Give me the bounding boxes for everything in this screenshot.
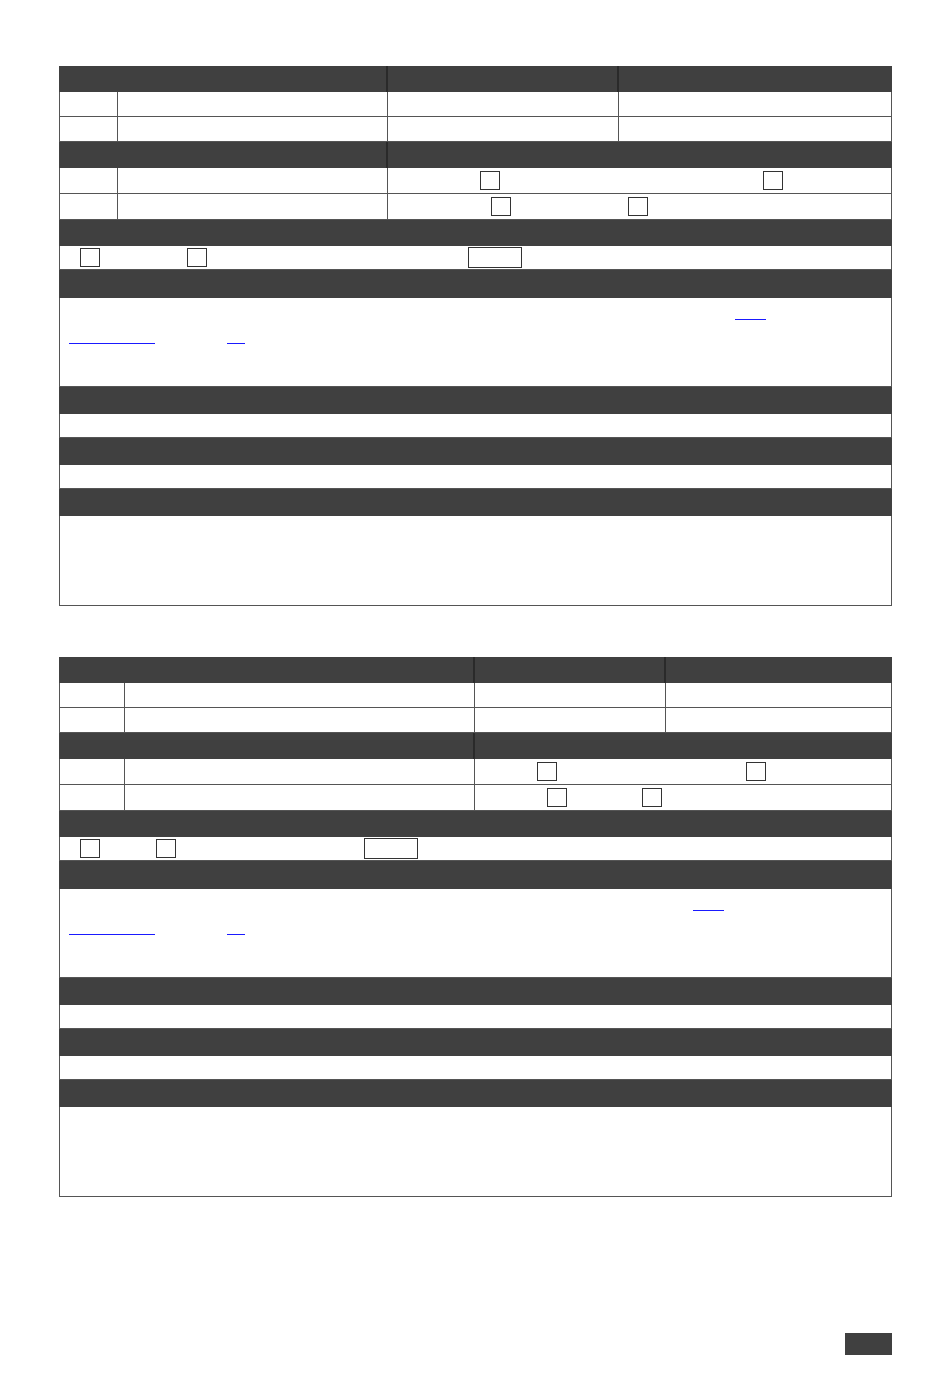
final-text-area [59, 516, 892, 606]
section-header-left [59, 148, 65, 162]
checkbox[interactable] [763, 171, 783, 190]
section-header [59, 733, 892, 759]
section-header-label [59, 495, 65, 509]
checkbox[interactable] [80, 248, 100, 267]
section-header [59, 270, 892, 298]
notes-area [59, 889, 892, 978]
section-header-label [59, 867, 65, 881]
section-header-label [59, 276, 65, 290]
table-row [59, 759, 892, 785]
section-header [59, 387, 892, 414]
checkbox[interactable] [547, 788, 567, 807]
page-number-badge [845, 1333, 892, 1355]
table-row [59, 683, 892, 708]
checkbox[interactable] [628, 197, 648, 216]
hyperlink[interactable] [227, 343, 245, 344]
options-row [59, 837, 892, 861]
checkbox[interactable] [746, 762, 766, 781]
field-box[interactable] [364, 838, 418, 859]
section-header [59, 811, 892, 837]
field-row [59, 1005, 892, 1029]
field-row [59, 465, 892, 489]
options-row [59, 246, 892, 270]
section-header-label [59, 984, 65, 998]
section-header [59, 489, 892, 516]
section-header [59, 1080, 892, 1107]
field-box[interactable] [468, 247, 522, 268]
section-header-label [59, 1086, 65, 1100]
hyperlink[interactable] [69, 343, 155, 344]
section-header-label [59, 226, 65, 240]
table-row [59, 92, 892, 117]
checkbox[interactable] [80, 839, 100, 858]
checkbox[interactable] [642, 788, 662, 807]
hyperlink[interactable] [227, 934, 245, 935]
section-header [59, 1029, 892, 1056]
section-header [59, 220, 892, 246]
checkbox[interactable] [480, 171, 500, 190]
field-row [59, 1056, 892, 1080]
checkbox[interactable] [156, 839, 176, 858]
section-header-label [59, 817, 65, 831]
section-header [59, 978, 892, 1005]
table-row [59, 785, 892, 811]
table-header-row [59, 66, 892, 92]
table-row [59, 708, 892, 733]
header-col-1 [59, 72, 65, 86]
checkbox[interactable] [187, 248, 207, 267]
section-header [59, 861, 892, 889]
checkbox[interactable] [537, 762, 557, 781]
hyperlink[interactable] [693, 910, 724, 911]
notes-area [59, 298, 892, 387]
section-header-label [59, 1035, 65, 1049]
checkbox[interactable] [491, 197, 511, 216]
table-row [59, 194, 892, 220]
table-row [59, 168, 892, 194]
header-col-1 [59, 663, 65, 677]
section-header-label [59, 393, 65, 407]
section-header-label [59, 444, 65, 458]
section-header [59, 438, 892, 465]
hyperlink[interactable] [69, 934, 155, 935]
table-header-row [59, 657, 892, 683]
section-header [59, 142, 892, 168]
hyperlink[interactable] [735, 319, 766, 320]
table-row [59, 117, 892, 142]
final-text-area [59, 1107, 892, 1197]
section-header-left [59, 739, 65, 753]
field-row [59, 414, 892, 438]
